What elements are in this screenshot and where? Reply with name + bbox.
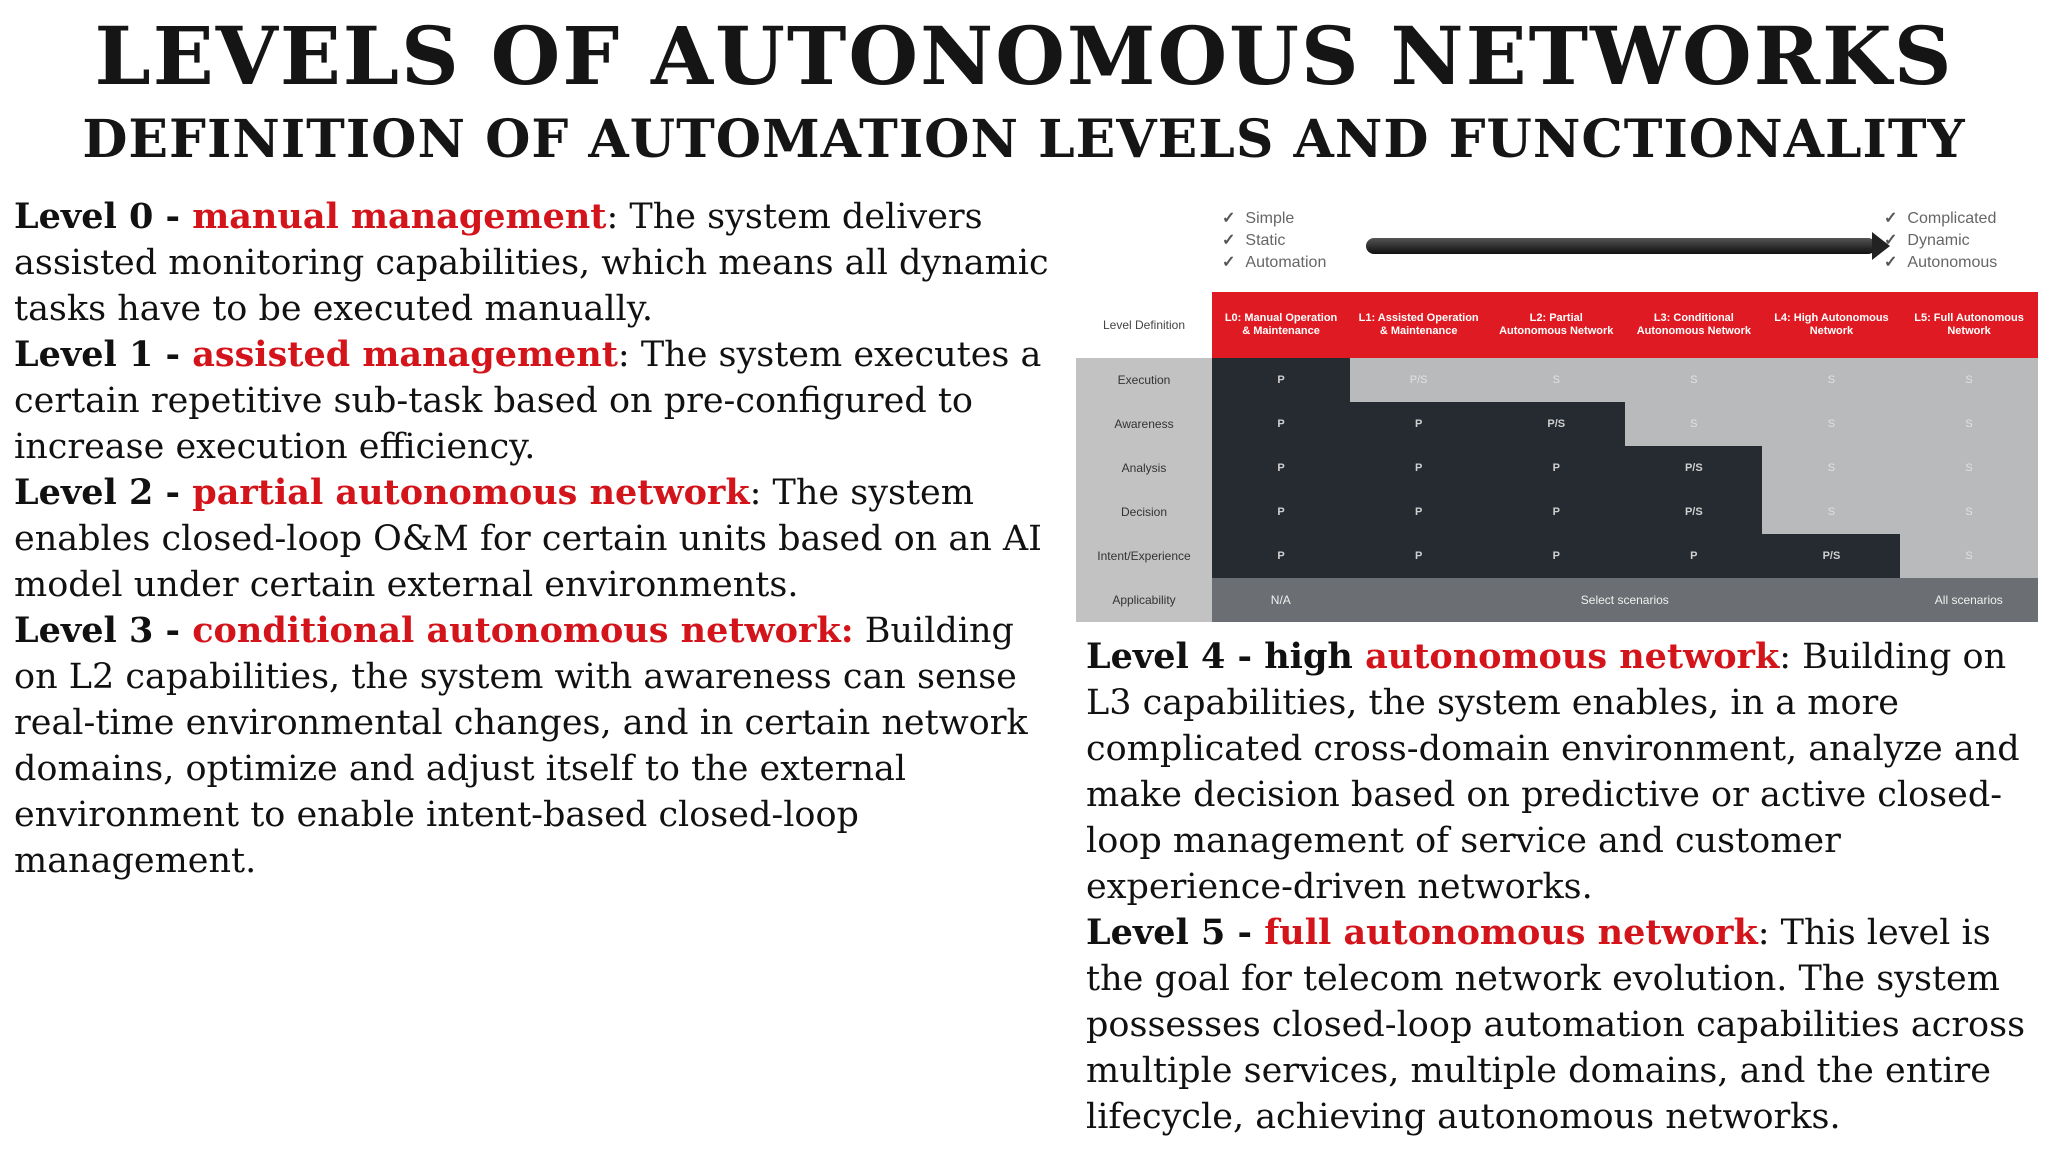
attribute-label: Dynamic: [1907, 232, 1970, 249]
attribute-item: [1884, 252, 1997, 274]
row-label: Analysis: [1076, 446, 1212, 490]
attribute-item: [1884, 208, 1997, 230]
attribute-item: [1884, 230, 1997, 252]
table-cell: P: [1350, 490, 1488, 534]
applicability-last: All scenarios: [1900, 578, 2038, 622]
level-term: autonomous network: [1365, 636, 1780, 677]
progression-arrow: [1366, 238, 1876, 254]
level-header-cell: L4: High Autonomous Network: [1762, 292, 1900, 358]
table-cell: S: [1762, 358, 1900, 402]
applicability-label: Applicability: [1076, 578, 1212, 622]
table-cell: P: [1487, 446, 1625, 490]
page-title: LEVELS OF AUTONOMOUS NETWORKS: [94, 9, 1954, 103]
table-cell: P: [1212, 534, 1350, 578]
level-definition-label: Level Definition: [1076, 292, 1212, 358]
table-cell: P/S: [1762, 534, 1900, 578]
row-label: Awareness: [1076, 402, 1212, 446]
level-label: Level 1 -: [14, 334, 193, 375]
attribute-label: Complicated: [1907, 210, 1997, 227]
table-cell: P/S: [1625, 446, 1763, 490]
level-description: : The system delivers assisted monitoring capabilities, which means all dynamic tasks have to be executed manually.: [14, 197, 1049, 329]
attribute-label: Simple: [1245, 210, 1295, 227]
check-icon: ✓: [1884, 254, 1898, 271]
table-cell: P: [1350, 534, 1488, 578]
table-cell: P/S: [1625, 490, 1763, 534]
applicability-middle: Select scenarios: [1350, 578, 1900, 622]
automation-levels-diagram: [1076, 202, 2038, 622]
table-cell: S: [1900, 534, 2038, 578]
table-cell: P: [1212, 490, 1350, 534]
applicability-first: N/A: [1212, 578, 1350, 622]
table-cell: P: [1212, 402, 1350, 446]
table-cell: P: [1212, 446, 1350, 490]
level-label: Level 4 - high: [1086, 636, 1366, 677]
level-term: partial autonomous network: [192, 472, 750, 513]
level-paragraph: [14, 194, 1064, 332]
level-term: conditional autonomous network:: [192, 610, 854, 651]
table-cell: P: [1487, 534, 1625, 578]
row-label: Intent/Experience: [1076, 534, 1212, 578]
level-label: Level 0 -: [14, 196, 193, 237]
table-cell: S: [1900, 490, 2038, 534]
level-paragraph: [14, 332, 1064, 470]
row-label: Decision: [1076, 490, 1212, 534]
table-cell: P: [1350, 402, 1488, 446]
table-cell: S: [1900, 446, 2038, 490]
left-level-list: [14, 194, 1064, 884]
attribute-item: [1222, 208, 1326, 230]
row-label: Execution: [1076, 358, 1212, 402]
table-cell: P: [1350, 446, 1488, 490]
attribute-item: [1222, 230, 1326, 252]
page-subtitle: DEFINITION OF AUTOMATION LEVELS AND FUNCTIONALITY: [82, 109, 1966, 170]
level-term: assisted management: [192, 334, 618, 375]
level-description: : This level is the goal for telecom network evolution. The system possesses closed-loop automation capabilities across multiple services, multiple domains, and the entire lifecycle, achieving autonomous networks.: [1086, 913, 2026, 1137]
check-icon: ✓: [1884, 232, 1898, 249]
table-cell: S: [1487, 358, 1625, 402]
level-paragraph: [1086, 634, 2036, 910]
table-cell: S: [1625, 402, 1763, 446]
attribute-label: Static: [1245, 232, 1286, 249]
check-icon: ✓: [1222, 232, 1236, 249]
level-header-cell: L2: Partial Autonomous Network: [1487, 292, 1625, 358]
levels-table: [1076, 292, 2038, 622]
level-header-cell: L1: Assisted Operation & Maintenance: [1350, 292, 1488, 358]
level-description: Building on L2 capabilities, the system with awareness can sense real-time environmental changes, and in certain network domains, optimize and adjust itself to the external environment to enable intent-based closed-loop management.: [14, 611, 1028, 881]
level-header-cell: L3: Conditional Autonomous Network: [1625, 292, 1763, 358]
attribute-item: [1222, 252, 1326, 274]
check-icon: ✓: [1884, 210, 1898, 227]
left-attributes-list: [1222, 208, 1326, 274]
level-paragraph: [14, 608, 1064, 884]
right-attributes-list: [1884, 208, 1997, 274]
level-paragraph: [14, 470, 1064, 608]
table-cell: S: [1762, 402, 1900, 446]
table-cell: P/S: [1350, 358, 1488, 402]
level-term: manual management: [192, 196, 607, 237]
level-header-cell: L0: Manual Operation & Maintenance: [1212, 292, 1350, 358]
check-icon: ✓: [1222, 210, 1236, 227]
table-cell: S: [1900, 402, 2038, 446]
table-cell: S: [1900, 358, 2038, 402]
level-description: : Building on L3 capabilities, the system enables, in a more complicated cross-domain environment, analyze and make decision based on predictive or active closed-loop management of service and customer experience-driven networks.: [1086, 637, 2020, 907]
table-cell: S: [1762, 490, 1900, 534]
level-label: Level 3 -: [14, 610, 193, 651]
table-cell: P/S: [1487, 402, 1625, 446]
table-cell: P: [1625, 534, 1763, 578]
attribute-label: Automation: [1245, 254, 1327, 271]
check-icon: ✓: [1222, 254, 1236, 271]
table-cell: P: [1212, 358, 1350, 402]
table-cell: S: [1625, 358, 1763, 402]
level-paragraph: [1086, 910, 2036, 1140]
right-level-list: [1086, 634, 2036, 1140]
table-cell: P: [1487, 490, 1625, 534]
level-description: : The system enables closed-loop O&M for certain units based on an AI model under certain external environments.: [14, 473, 1042, 605]
level-label: Level 2 -: [14, 472, 193, 513]
level-header-cell: L5: Full Autonomous Network: [1900, 292, 2038, 358]
table-cell: S: [1762, 446, 1900, 490]
level-term: full autonomous network: [1264, 912, 1758, 953]
attribute-label: Autonomous: [1907, 254, 1998, 271]
level-description: : The system executes a certain repetitive sub-task based on pre-configured to increase execution efficiency.: [14, 335, 1042, 467]
level-label: Level 5 -: [1086, 912, 1265, 953]
